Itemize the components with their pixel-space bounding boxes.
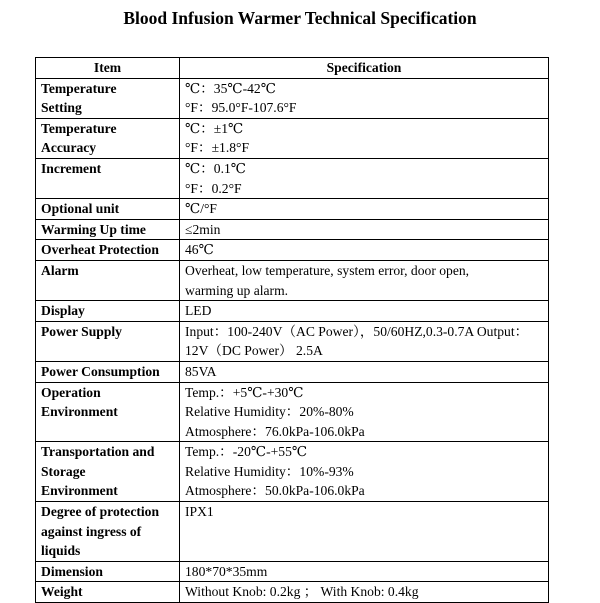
item-cell [36, 321, 180, 361]
specification-line: Atmosphere：50.0kPa-106.0kPa [185, 483, 365, 499]
table-row [36, 118, 549, 158]
item-label-line: Transportation and [41, 444, 155, 460]
item-cell [36, 382, 180, 442]
specification-cell [180, 158, 549, 198]
item-cell [36, 582, 180, 603]
item-label-line: Environment [41, 483, 118, 499]
specification-line: Temp.：-20℃-+55℃ [185, 444, 308, 460]
specification-line: Temp.：+5℃-+30℃ [185, 384, 304, 400]
item-label-line: Increment [41, 160, 102, 176]
specification-cell [180, 199, 549, 220]
table-row [36, 158, 549, 198]
specification-line: 46℃ [185, 242, 214, 258]
table-row [36, 442, 549, 502]
specification-line: Overheat, low temperature, system error, door open, [185, 262, 470, 278]
item-label-line: Degree of protection [41, 504, 160, 520]
item-label-line: Warming Up time [41, 221, 146, 237]
item-cell [36, 240, 180, 261]
table-row [36, 321, 549, 361]
item-label-line: Alarm [41, 262, 79, 278]
specification-cell [180, 78, 549, 118]
table-row [36, 582, 549, 603]
item-label-line: Accuracy [41, 140, 97, 156]
item-cell [36, 118, 180, 158]
spec-table-body [36, 78, 549, 602]
item-cell [36, 442, 180, 502]
specification-cell [180, 561, 549, 582]
specification-line: 180*70*35mm [185, 563, 268, 579]
item-label-line: Temperature [41, 80, 117, 96]
specification-cell [180, 361, 549, 382]
item-label-line: Display [41, 303, 85, 319]
item-label-line: Operation [41, 384, 101, 400]
specification-cell [180, 240, 549, 261]
specification-line: 12V（DC Power） 2.5A [185, 343, 323, 359]
table-row [36, 199, 549, 220]
item-label-line: Overheat Protection [41, 242, 159, 258]
item-cell [36, 502, 180, 562]
table-row [36, 502, 549, 562]
item-label-line: Temperature [41, 120, 117, 136]
item-label-line: liquids [41, 543, 81, 559]
table-row [36, 78, 549, 118]
table-row [36, 301, 549, 322]
specification-cell [180, 301, 549, 322]
specification-line: ℃：35℃-42℃ [185, 80, 276, 96]
document-title: Blood Infusion Warmer Technical Specification [123, 8, 477, 28]
item-label-line: Dimension [41, 563, 103, 579]
table-row [36, 382, 549, 442]
specification-line: ℃：±1℃ [185, 120, 244, 136]
specification-line: LED [185, 303, 212, 319]
table-header-row [36, 58, 549, 79]
specification-line: °F：95.0°F-107.6°F [185, 100, 297, 116]
item-label-line: Optional unit [41, 201, 120, 217]
item-cell [36, 219, 180, 240]
item-label-line: Power Supply [41, 323, 122, 339]
table-row [36, 561, 549, 582]
header-item: Item [36, 58, 180, 79]
item-label-line: Power Consumption [41, 363, 160, 379]
item-cell [36, 301, 180, 322]
item-label-line: Setting [41, 100, 82, 116]
specification-cell [180, 118, 549, 158]
item-label-line: Weight [41, 584, 83, 600]
item-cell [36, 78, 180, 118]
specification-cell [180, 502, 549, 562]
specification-cell [180, 382, 549, 442]
item-label-line: Storage [41, 463, 86, 479]
item-cell [36, 361, 180, 382]
specification-line: 85VA [185, 363, 217, 379]
spec-table [35, 57, 549, 603]
table-row [36, 240, 549, 261]
specification-line: Input：100-240V（AC Power），50/60HZ,0.3-0.7A Output： [185, 323, 529, 339]
specification-line: Without Knob: 0.2kg ； With Knob: 0.4kg [185, 584, 419, 600]
specification-line: ℃/°F [185, 201, 217, 217]
specification-cell [180, 321, 549, 361]
header-specification: Specification [180, 58, 549, 79]
specification-line: Atmosphere：76.0kPa-106.0kPa [185, 423, 365, 439]
table-row [36, 260, 549, 300]
specification-line: IPX1 [185, 504, 214, 520]
table-row [36, 219, 549, 240]
item-cell [36, 260, 180, 300]
specification-cell [180, 260, 549, 300]
specification-cell [180, 219, 549, 240]
item-cell [36, 158, 180, 198]
specification-line: Relative Humidity：20%-80% [185, 404, 354, 420]
specification-line: ≤2min [185, 221, 221, 237]
table-row [36, 361, 549, 382]
item-label-line: Environment [41, 404, 118, 420]
specification-line: Relative Humidity：10%-93% [185, 463, 354, 479]
specification-cell [180, 582, 549, 603]
specification-cell [180, 442, 549, 502]
item-cell [36, 561, 180, 582]
specification-line: °F：0.2°F [185, 180, 242, 196]
specification-line: °F：±1.8°F [185, 140, 250, 156]
specification-line: ℃：0.1℃ [185, 160, 246, 176]
item-label-line: against ingress of [41, 523, 142, 539]
specification-line: warming up alarm. [185, 282, 289, 298]
item-cell [36, 199, 180, 220]
